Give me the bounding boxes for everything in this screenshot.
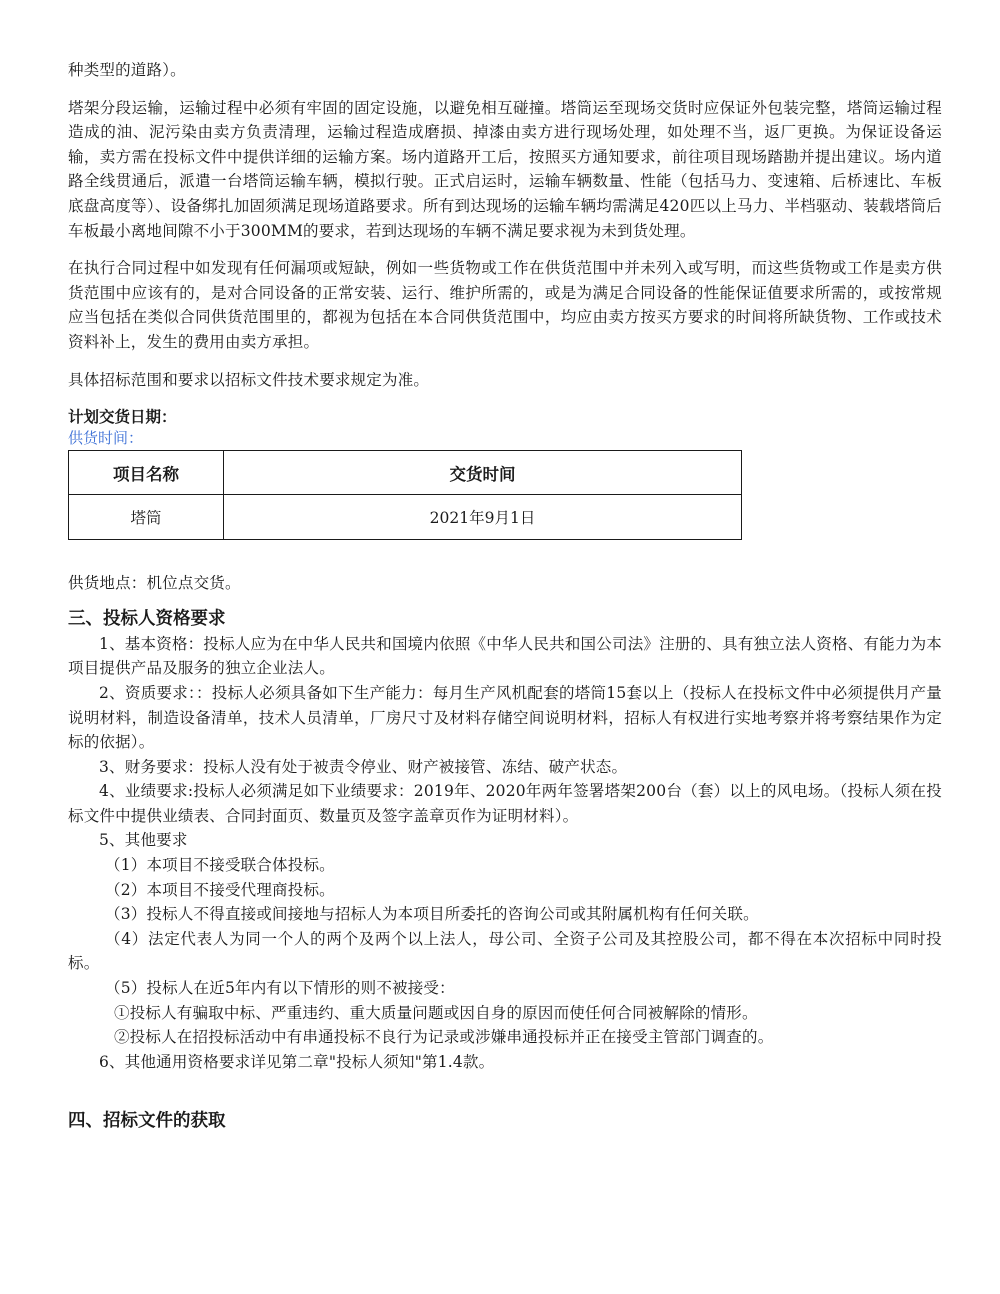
document-page (68, 58, 942, 1134)
paragraph-transport: 塔架分段运输，运输过程中必须有牢固的固定设施，以避免相互碰撞。塔筒运至现场交货时应保证外包装完整，塔筒运输过程造成的油、泥污染由卖方负责清理，运输过程造成磨损、掉漆由卖方进行现场处理，如处理不当，返厂更换。为保证设备运输，卖方需在投标文件中提供详细的运输方案。场内道路开工后，按照买方通知要求，前往项目现场踏勘并提出建议。场内道路全线贯通后，派遣一台塔筒运输车辆，模拟行驶。正式启运时，运输车辆数量、性能（包括马力、变速箱、后桥速比、车板底盘高度等）、设备绑扎加固须满足现场道路要求。所有到达现场的运输车辆均需满足420匹以上马力、半档驱动、装载塔筒后车板最小离地间隙不小于300MM的要求，若到达现场的车辆不满足要求视为未到货处理。 (68, 98, 942, 240)
req-other-4: （4）法定代表人为同一个人的两个及两个以上法人，母公司、全资子公司及其控股公司，都不得在本次招标中同时投标。 (68, 929, 942, 973)
req-qualification: 2、资质要求：：投标人必须具备如下生产能力：每月生产风机配套的塔筒15套以上（投标人在投标文件中必须提供月产量说明材料，制造设备清单，技术人员清单，厂房尺寸及材料存储空间说明材料，招标人有权进行实地考察并将考察结果作为定标的依据）。 (68, 683, 942, 752)
section-title-document-acquisition: 四、招标文件的获取 (68, 1111, 226, 1132)
paragraph-omissions: 在执行合同过程中如发现有任何漏项或短缺，例如一些货物或工作在供货范围中并未列入或写明，而这些货物或工作是卖方供货范围中应该有的，是对合同设备的正常安装、运行、维护所需的，或是为满足合同设备的性能保证值要求所需的，或按常规应当包括在类似合同供货范围里的，都视为包括在本合同供货范围中，均应由卖方按买方要求的时间将所缺货物、工作或技术资料补上，发生的费用由卖方承担。 (68, 259, 942, 351)
req-other-3: （3）投标人不得直接或间接地与招标人为本项目所委托的咨询公司或其附属机构有任何关联。 (105, 905, 759, 924)
delivery-table (68, 450, 742, 540)
req-other-2: （2）本项目不接受代理商投标。 (105, 880, 335, 899)
delivery-location: 供货地点：机位点交货。 (68, 574, 241, 593)
cell-project-name: 塔筒 (69, 495, 224, 540)
delivery-plan-label: 计划交货日期： (68, 407, 177, 427)
header-project-name: 项目名称 (69, 451, 224, 495)
req-basic: 1、基本资格：投标人应为在中华人民共和国境内依照《中华人民共和国公司法》注册的、具有独立法人资格、有能力为本项目提供产品及服务的独立企业法人。 (68, 634, 942, 678)
paragraph-road-types: 种类型的道路）。 (68, 61, 186, 79)
paragraph-scope: 具体招标范围和要求以招标文件技术要求规定为准。 (68, 370, 430, 389)
req-other-1: （1）本项目不接受联合体投标。 (105, 856, 335, 875)
req-other-5: （5）投标人在近5年内有以下情形的则不被接受： (105, 979, 455, 998)
header-delivery-time: 交货时间 (224, 451, 742, 495)
table-row (69, 495, 742, 540)
section-title-qualifications: 三、投标人资格要求 (68, 608, 226, 629)
req-finance: 3、财务要求：投标人没有处于被责令停业、财产被接管、冻结、破产状态。 (99, 757, 628, 776)
cell-delivery-time: 2021年9月1日 (224, 495, 742, 540)
req-performance: 4、业绩要求:投标人必须满足如下业绩要求：2019年、2020年两年签署塔架200台（套）以上的风电场。（投标人须在投标文件中提供业绩表、合同封面页、数量页及签字盖章页作为证明材料）。 (68, 782, 942, 825)
req-general: 6、其他通用资格要求详见第二章"投标人须知"第1.4款。 (99, 1052, 495, 1071)
req-circle-1: ①投标人有骗取中标、严重违约、重大质量问题或因自身的原因而使任何合同被解除的情形。 (114, 1003, 758, 1022)
req-circle-2: ②投标人在招投标活动中有串通投标不良行为记录或涉嫌串通投标并正在接受主管部门调查的。 (114, 1028, 774, 1047)
supply-time-label: 供货时间： (68, 429, 144, 448)
table-header-row (69, 451, 742, 495)
req-other-title: 5、其他要求 (99, 831, 188, 850)
